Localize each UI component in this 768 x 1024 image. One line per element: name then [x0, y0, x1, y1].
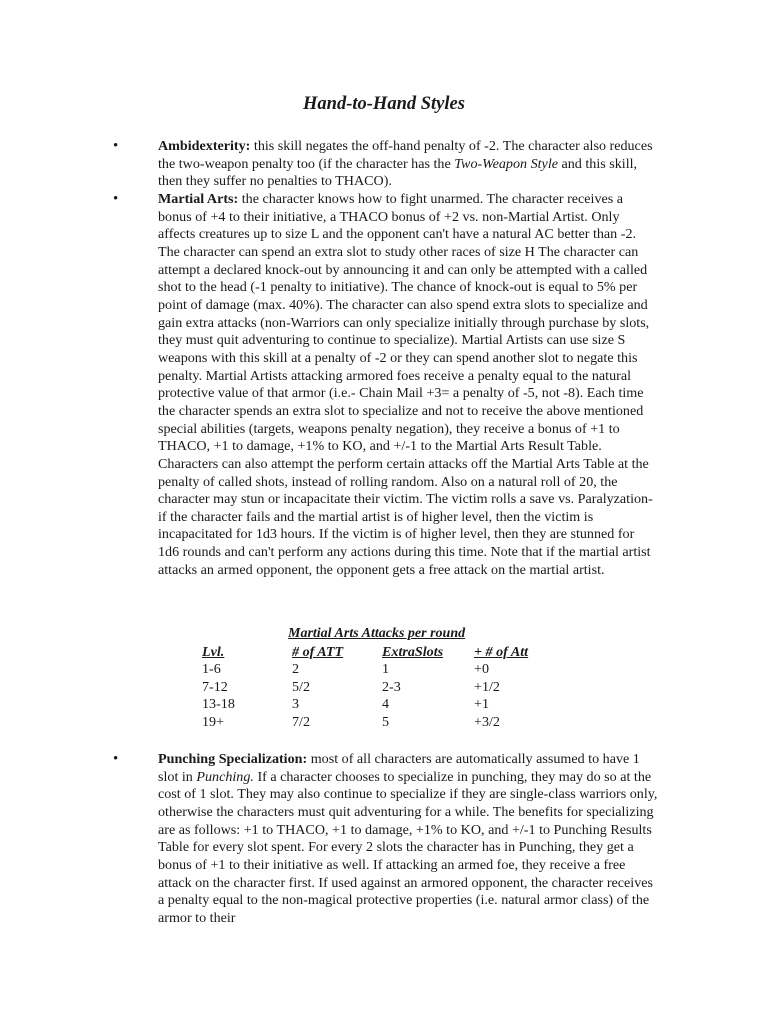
- table-row: [202, 679, 622, 697]
- ambidexterity-paragraph: [158, 138, 658, 191]
- table-cell: 3: [292, 696, 300, 712]
- bullet-marker: •: [113, 191, 119, 207]
- punching-text-a: most of all characters are automatically assumed to have 1 slot in: [158, 751, 640, 785]
- ambidexterity-text-b: and this skill, then they suffer no penalties to THACO).: [158, 155, 638, 190]
- table-title: Martial Arts Attacks per round: [288, 626, 466, 641]
- table-cell: 7-12: [202, 679, 228, 695]
- punching-label: Punching Specialization:: [158, 751, 308, 767]
- ambidexterity-text-a: this skill negates the off-hand penalty of -2. The character also reduces the two-weapon penalty too (if the character has the: [158, 138, 653, 172]
- punching-paragraph: [158, 751, 658, 928]
- table-cell: 1: [382, 661, 390, 677]
- table-header-cell: ExtraSlots: [382, 644, 444, 660]
- page-title: Hand-to-Hand Styles: [303, 94, 465, 114]
- table-header-row: [202, 644, 622, 662]
- martial-arts-text: the character knows how to fight unarmed. The character receives a bonus of +4 to their initiative, a THACO bonus of +2 vs. non-Martial Artist. Only affects creatures up to size L and the opponent can't have a natural AC better than -2. The character can spend an extra slot to study other races of size H The character can attempt a declared knock-out by announcing it and can only be attempted with a called shot to the head (-1 penalty to initiative). The chance of knock-out is equal to 5% per point of damage (max. 40%). The character can also spend extra slots to specialize and gain extra attacks (non-Warriors can only specialize initially through purchase by slots, they must quit adventuring to continue to specialize). Martial Artists can use size S weapons with this skill at a penalty of -2 or they can spend another slot to negate this penalty. Martial Artists attacking armored foes receive a penalty equal to the natural protective value of that armor (i.e.- Chain Mail +3= a penalty of -5, not -8). Each time the character spends an extra slot to specialize and not to receive the above mentioned special abilities (targets, weapons penalty negation), they receive a bonus of +1 to THACO, +1 to damage, +1% to KO, and +/-1 to the Martial Arts Result Table. Characters can also attempt the perform certain attacks off the Martial Arts Table at the penalty of called shots, instead of rolling random. Also on a natural roll of 20, the character may stun or incapacitate their victim. The victim rolls a save vs. Paralyzation- if the character fails and the martial artist is of higher level, then the victim is incapacitated for 1d3 hours. If the victim is of higher level, then they are stunned for 1d6 rounds and can't perform any actions during this time. Note that if the martial artist attacks an armed opponent, the opponent gets a free attack on the martial artist.: [158, 191, 653, 578]
- table-row: [202, 696, 622, 714]
- punching-text-b: If a character chooses to specialize in punching, they may do so at the cost of 1 slot. They may also continue to specialize if they are single-class warriors only, otherwise the characters must quit adventuring for a while. The benefits for specializing are as follows: +1 to THACO, +1 to damage, +1% to KO, and +/-1 to Punching Results Table for every slot spent. For every 2 slots the character has in Punching, they get a bonus of +1 to their initiative as well. If attacking an armed foe, they receive a free attack on the character first. If used against an armored opponent, the character receives a penalty equal to the non-magical protective properties (i.e. natural armor class) of the armor to their: [158, 768, 658, 926]
- table-cell: 5/2: [292, 679, 311, 695]
- bullet-marker: •: [113, 751, 119, 767]
- bullet-marker: •: [113, 138, 119, 154]
- table-cell: 19+: [202, 714, 225, 730]
- martial-arts-paragraph: [158, 191, 658, 579]
- table-cell: 7/2: [292, 714, 311, 730]
- table-row: [202, 661, 622, 679]
- table-header-cell: + # of Att: [474, 644, 529, 660]
- table-header-cell: Lvl.: [202, 644, 225, 660]
- table-header-cell: # of ATT: [292, 644, 344, 660]
- table-cell: 2-3: [382, 679, 401, 695]
- martial-arts-label: Martial Arts:: [158, 191, 239, 207]
- ambidexterity-italic: Two-Weapon Style: [454, 155, 558, 172]
- table-cell: 13-18: [202, 696, 235, 712]
- table-row: [202, 714, 622, 732]
- punching-italic: Punching.: [196, 768, 254, 785]
- table-cell: 4: [382, 696, 390, 712]
- ambidexterity-label: Ambidexterity:: [158, 138, 251, 154]
- table-cell: +3/2: [474, 714, 500, 730]
- table-cell: 5: [382, 714, 390, 730]
- table-cell: 2: [292, 661, 300, 677]
- table-cell: +1: [474, 696, 489, 712]
- table-cell: 1-6: [202, 661, 221, 677]
- table-cell: +0: [474, 661, 489, 677]
- table-cell: +1/2: [474, 679, 500, 695]
